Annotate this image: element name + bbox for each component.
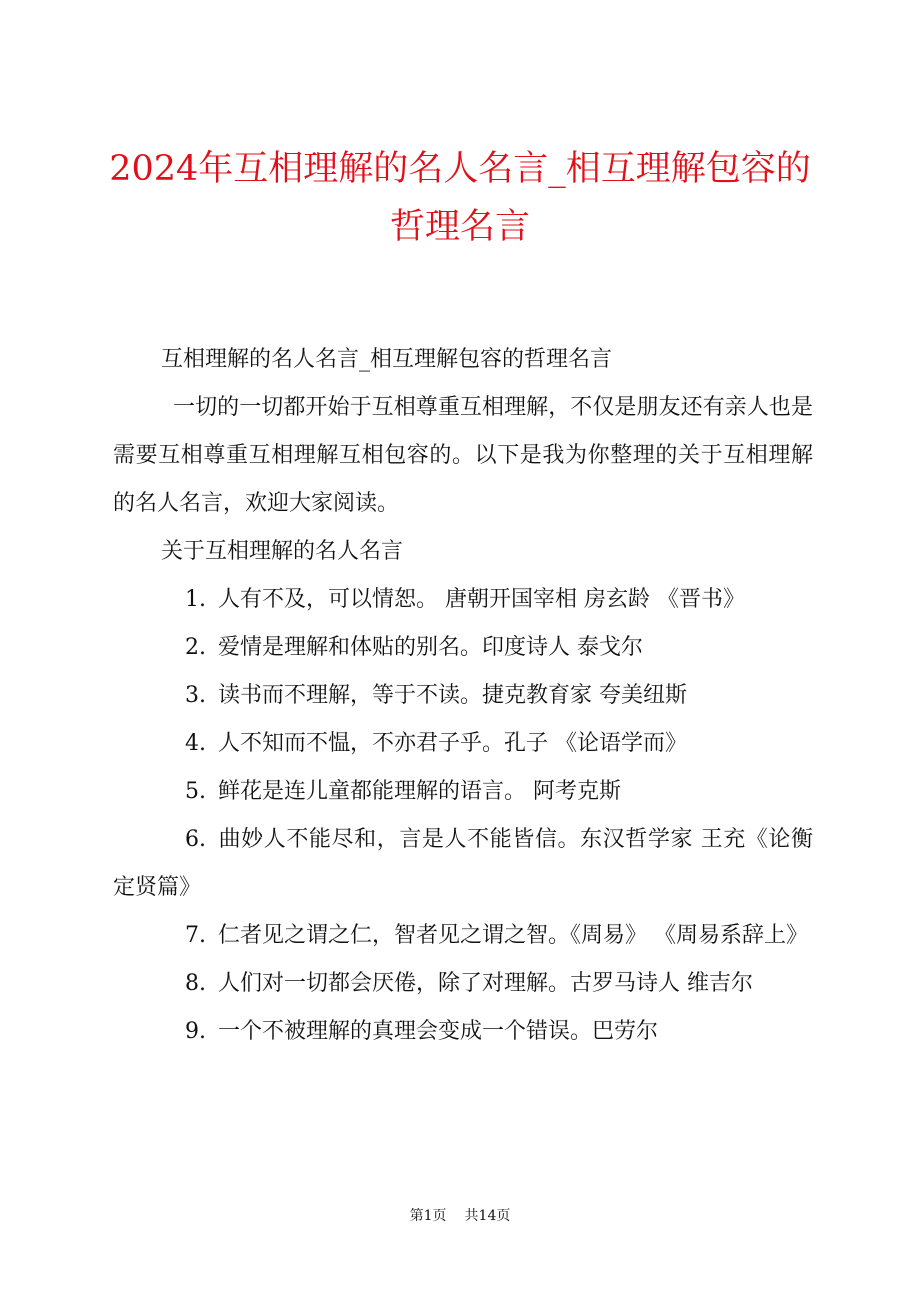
document-title-line-2: 哲理名言 xyxy=(389,207,530,247)
quote-number: 1. xyxy=(185,587,206,612)
intro-paragraph: 一切的一切都开始于互相尊重互相理解，不仅是朋友还有亲人也是需要互相尊重互相理解互相包容的。以下是我为你整理的关于互相理解的名人名言，欢迎大家阅读。 xyxy=(113,395,813,516)
quote-text: 仁者见之谓之仁，智者见之谓之智。《周易》 《周易系辞上》 xyxy=(218,923,808,948)
page-total: 共14页 xyxy=(464,1208,511,1224)
quote-number: 2. xyxy=(185,635,206,660)
quote-text: 爱情是理解和体贴的别名。印度诗人 泰戈尔 xyxy=(218,635,643,660)
document-title-line-1: 2024年互相理解的名人名言_相互理解包容的 xyxy=(109,149,811,189)
quote-text: 鲜花是连儿童都能理解的语言。 阿考克斯 xyxy=(218,779,621,804)
quote-item xyxy=(113,672,813,720)
quote-item xyxy=(113,768,813,816)
quote-text: 读书而不理解，等于不读。捷克教育家 夸美纽斯 xyxy=(218,683,687,708)
quote-text: 人不知而不愠，不亦君子乎。孔子 《论语学而》 xyxy=(218,731,687,756)
quote-item xyxy=(113,720,813,768)
quote-number: 5. xyxy=(185,779,206,804)
page-number: 第1页 xyxy=(409,1208,447,1224)
document-title xyxy=(80,140,840,256)
quote-number: 9. xyxy=(185,1019,206,1044)
quote-text: 一个不被理解的真理会变成一个错误。巴劳尔 xyxy=(218,1019,659,1044)
section-heading: 关于互相理解的名人名言 xyxy=(161,539,404,564)
page-footer xyxy=(0,1205,920,1225)
quote-number: 3. xyxy=(185,683,206,708)
quote-text: 人有不及，可以情恕。 唐朝开国宰相 房玄龄 《晋书》 xyxy=(218,587,745,612)
quote-number: 6. xyxy=(185,827,206,852)
quote-text: 曲妙人不能尽和，言是人不能皆信。东汉哲学家 王充《论衡定贤篇》 xyxy=(113,827,813,900)
quote-item xyxy=(113,1008,813,1056)
quote-item xyxy=(113,912,813,960)
quote-item xyxy=(113,960,813,1008)
quote-number: 8. xyxy=(185,971,206,996)
quote-number: 4. xyxy=(185,731,206,756)
quote-number: 7. xyxy=(185,923,206,948)
subtitle: 互相理解的名人名言_相互理解包容的哲理名言 xyxy=(161,347,613,372)
document-body xyxy=(113,336,813,1056)
quote-item xyxy=(113,576,813,624)
quote-item xyxy=(113,624,813,672)
quote-item xyxy=(113,816,813,912)
quote-text: 人们对一切都会厌倦，除了对理解。古罗马诗人 维吉尔 xyxy=(218,971,753,996)
